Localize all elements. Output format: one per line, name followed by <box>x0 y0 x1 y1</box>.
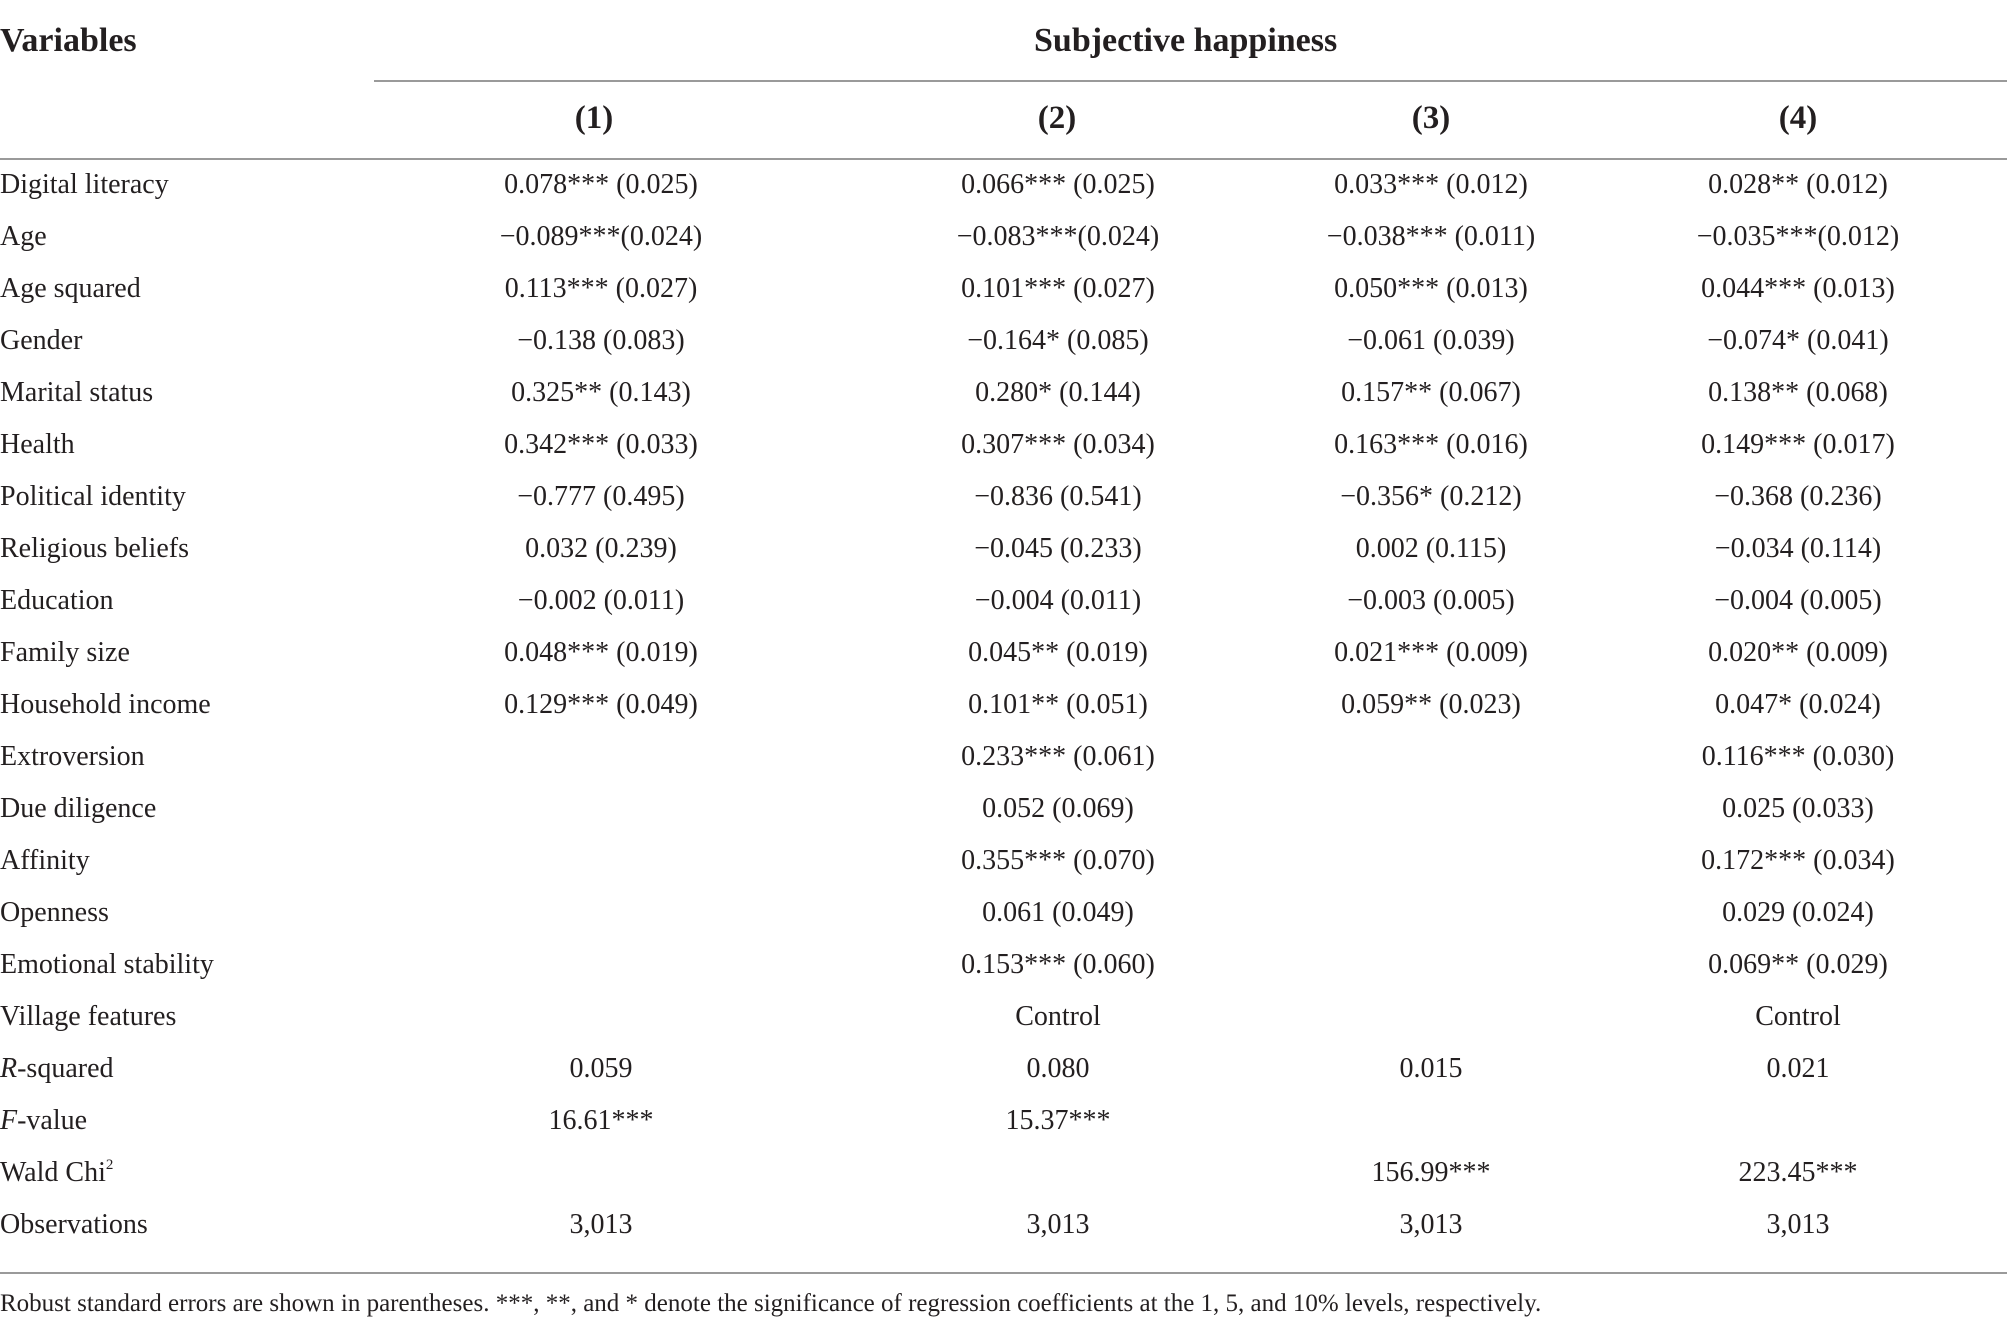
table-row <box>0 887 2007 939</box>
cell-col-4: 0.149*** (0.017) <box>1701 429 1895 460</box>
row-label: Affinity <box>0 845 90 876</box>
cell-col-2: −0.164* (0.085) <box>967 325 1149 356</box>
cell-col-1: −0.002 (0.011) <box>517 585 685 616</box>
cell-col-2: 0.061 (0.049) <box>982 897 1134 928</box>
row-label-f-value <box>0 1095 87 1147</box>
row-label: Openness <box>0 897 109 928</box>
cell-col-4: Control <box>1755 1001 1841 1032</box>
cell-col-2: −0.004 (0.011) <box>974 585 1142 616</box>
cell-col-3: 0.033*** (0.012) <box>1334 169 1528 200</box>
table-row <box>0 679 2007 731</box>
table-row-f-value <box>0 1095 2007 1147</box>
row-label: Extroversion <box>0 741 145 772</box>
dependent-variable-header: Subjective happiness <box>1034 22 1338 59</box>
cell-col-3: −0.038*** (0.011) <box>1326 221 1536 252</box>
cell-col-4: 0.069** (0.029) <box>1708 949 1888 980</box>
cell-col-1: 0.113*** (0.027) <box>504 273 698 304</box>
row-label: Marital status <box>0 377 154 408</box>
cell-col-1: 3,013 <box>569 1209 633 1240</box>
row-label: Religious beliefs <box>0 533 189 564</box>
cell-col-3: 3,013 <box>1399 1209 1463 1240</box>
table-row <box>0 523 2007 575</box>
cell-col-2: 0.101** (0.051) <box>968 689 1148 720</box>
f-value-suffix: -value <box>17 1105 88 1136</box>
table-row <box>0 575 2007 627</box>
row-label: Village features <box>0 1001 177 1032</box>
cell-col-4: 0.044*** (0.013) <box>1701 273 1895 304</box>
r-squared-italic: R <box>0 1053 18 1084</box>
cell-col-3: 156.99*** <box>1371 1157 1491 1188</box>
cell-col-1: 0.059 <box>569 1053 633 1084</box>
row-label: Age squared <box>0 273 141 304</box>
table-row <box>0 159 2007 211</box>
row-label: Family size <box>0 637 130 668</box>
table-row <box>0 419 2007 471</box>
cell-col-1: 0.129*** (0.049) <box>504 689 698 720</box>
cell-col-2: 0.233*** (0.061) <box>961 741 1155 772</box>
cell-col-3: −0.003 (0.005) <box>1347 585 1515 616</box>
column-header-2: (2) <box>1037 100 1077 136</box>
table-row <box>0 263 2007 315</box>
cell-col-2: 15.37*** <box>1005 1105 1111 1136</box>
cell-col-4: 223.45*** <box>1738 1157 1858 1188</box>
row-label: Observations <box>0 1209 148 1240</box>
variables-header: Variables <box>0 22 137 59</box>
table-row <box>0 783 2007 835</box>
table-row-wald <box>0 1147 2007 1199</box>
table-row-observations <box>0 1199 2007 1251</box>
table-row <box>0 315 2007 367</box>
cell-col-3: 0.021*** (0.009) <box>1334 637 1528 668</box>
table-row <box>0 627 2007 679</box>
cell-col-1: 0.078*** (0.025) <box>504 169 698 200</box>
cell-col-2: −0.836 (0.541) <box>974 481 1142 512</box>
cell-col-1: −0.089***(0.024) <box>499 221 703 252</box>
cell-col-1: −0.777 (0.495) <box>517 481 685 512</box>
table-row <box>0 731 2007 783</box>
r-squared-suffix: -squared <box>17 1053 114 1084</box>
cell-col-2: Control <box>1015 1001 1101 1032</box>
cell-col-2: 0.052 (0.069) <box>982 793 1134 824</box>
row-label-wald <box>0 1147 113 1199</box>
cell-col-1: 16.61*** <box>548 1105 654 1136</box>
cell-col-1: 0.032 (0.239) <box>525 533 677 564</box>
cell-col-3: 0.050*** (0.013) <box>1334 273 1528 304</box>
row-label: Education <box>0 585 114 616</box>
table-row <box>0 211 2007 263</box>
cell-col-2: 0.080 <box>1026 1053 1090 1084</box>
cell-col-2: −0.083***(0.024) <box>956 221 1160 252</box>
cell-col-4: −0.368 (0.236) <box>1714 481 1882 512</box>
cell-col-4: 0.138** (0.068) <box>1708 377 1888 408</box>
row-label: Due diligence <box>0 793 157 824</box>
row-label: Gender <box>0 325 83 356</box>
row-label: Emotional stability <box>0 949 214 980</box>
wald-superscript: 2 <box>105 1157 114 1173</box>
wald-label: Wald Chi <box>0 1157 106 1188</box>
column-header-4: (4) <box>1778 100 1818 136</box>
row-label: Household income <box>0 689 211 720</box>
cell-col-4: 0.021 <box>1766 1053 1830 1084</box>
table-bottom-rule <box>0 1272 2007 1274</box>
cell-col-4: −0.004 (0.005) <box>1714 585 1882 616</box>
column-header-1: (1) <box>574 100 614 136</box>
cell-col-2: 0.307*** (0.034) <box>961 429 1155 460</box>
cell-col-4: 0.116*** (0.030) <box>1701 741 1895 772</box>
f-value-italic: F <box>0 1105 18 1136</box>
cell-col-3: −0.356* (0.212) <box>1340 481 1522 512</box>
cell-col-4: 0.029 (0.024) <box>1722 897 1874 928</box>
cell-col-2: 0.045** (0.019) <box>968 637 1148 668</box>
cell-col-4: 0.028** (0.012) <box>1708 169 1888 200</box>
cell-col-2: 3,013 <box>1026 1209 1090 1240</box>
table-row <box>0 991 2007 1043</box>
cell-col-3: 0.157** (0.067) <box>1341 377 1521 408</box>
row-label: Political identity <box>0 481 186 512</box>
cell-col-2: 0.355*** (0.070) <box>961 845 1155 876</box>
table-row <box>0 367 2007 419</box>
cell-col-4: 0.172*** (0.034) <box>1701 845 1895 876</box>
table-row <box>0 939 2007 991</box>
cell-col-2: 0.280* (0.144) <box>975 377 1141 408</box>
row-label: Digital literacy <box>0 169 169 200</box>
cell-col-1: 0.048*** (0.019) <box>504 637 698 668</box>
cell-col-4: 3,013 <box>1766 1209 1830 1240</box>
cell-col-1: 0.325** (0.143) <box>511 377 691 408</box>
cell-col-2: 0.066*** (0.025) <box>961 169 1155 200</box>
cell-col-4: 0.020** (0.009) <box>1708 637 1888 668</box>
row-label: Health <box>0 429 75 460</box>
cell-col-4: −0.035***(0.012) <box>1696 221 1900 252</box>
row-label: Age <box>0 221 47 252</box>
row-label-r-squared <box>0 1043 114 1095</box>
cell-col-1: −0.138 (0.083) <box>517 325 685 356</box>
header-spanner-rule <box>374 80 2007 82</box>
cell-col-4: 0.047* (0.024) <box>1715 689 1881 720</box>
cell-col-3: 0.059** (0.023) <box>1341 689 1521 720</box>
table-row <box>0 471 2007 523</box>
cell-col-3: 0.163*** (0.016) <box>1334 429 1528 460</box>
cell-col-2: −0.045 (0.233) <box>974 533 1142 564</box>
cell-col-2: 0.101*** (0.027) <box>961 273 1155 304</box>
cell-col-3: −0.061 (0.039) <box>1347 325 1515 356</box>
cell-col-1: 0.342*** (0.033) <box>504 429 698 460</box>
cell-col-2: 0.153*** (0.060) <box>961 949 1155 980</box>
table-row-r-squared <box>0 1043 2007 1095</box>
table-footnote: Robust standard errors are shown in parentheses. ***, **, and * denote the significance of regression coefficients at the 1, 5, and 10% levels, respectively. <box>0 1290 1542 1317</box>
column-header-3: (3) <box>1411 100 1451 136</box>
cell-col-4: −0.074* (0.041) <box>1707 325 1889 356</box>
cell-col-3: 0.002 (0.115) <box>1355 533 1507 564</box>
table-row <box>0 835 2007 887</box>
cell-col-3: 0.015 <box>1399 1053 1463 1084</box>
cell-col-4: 0.025 (0.033) <box>1722 793 1874 824</box>
cell-col-4: −0.034 (0.114) <box>1714 533 1882 564</box>
